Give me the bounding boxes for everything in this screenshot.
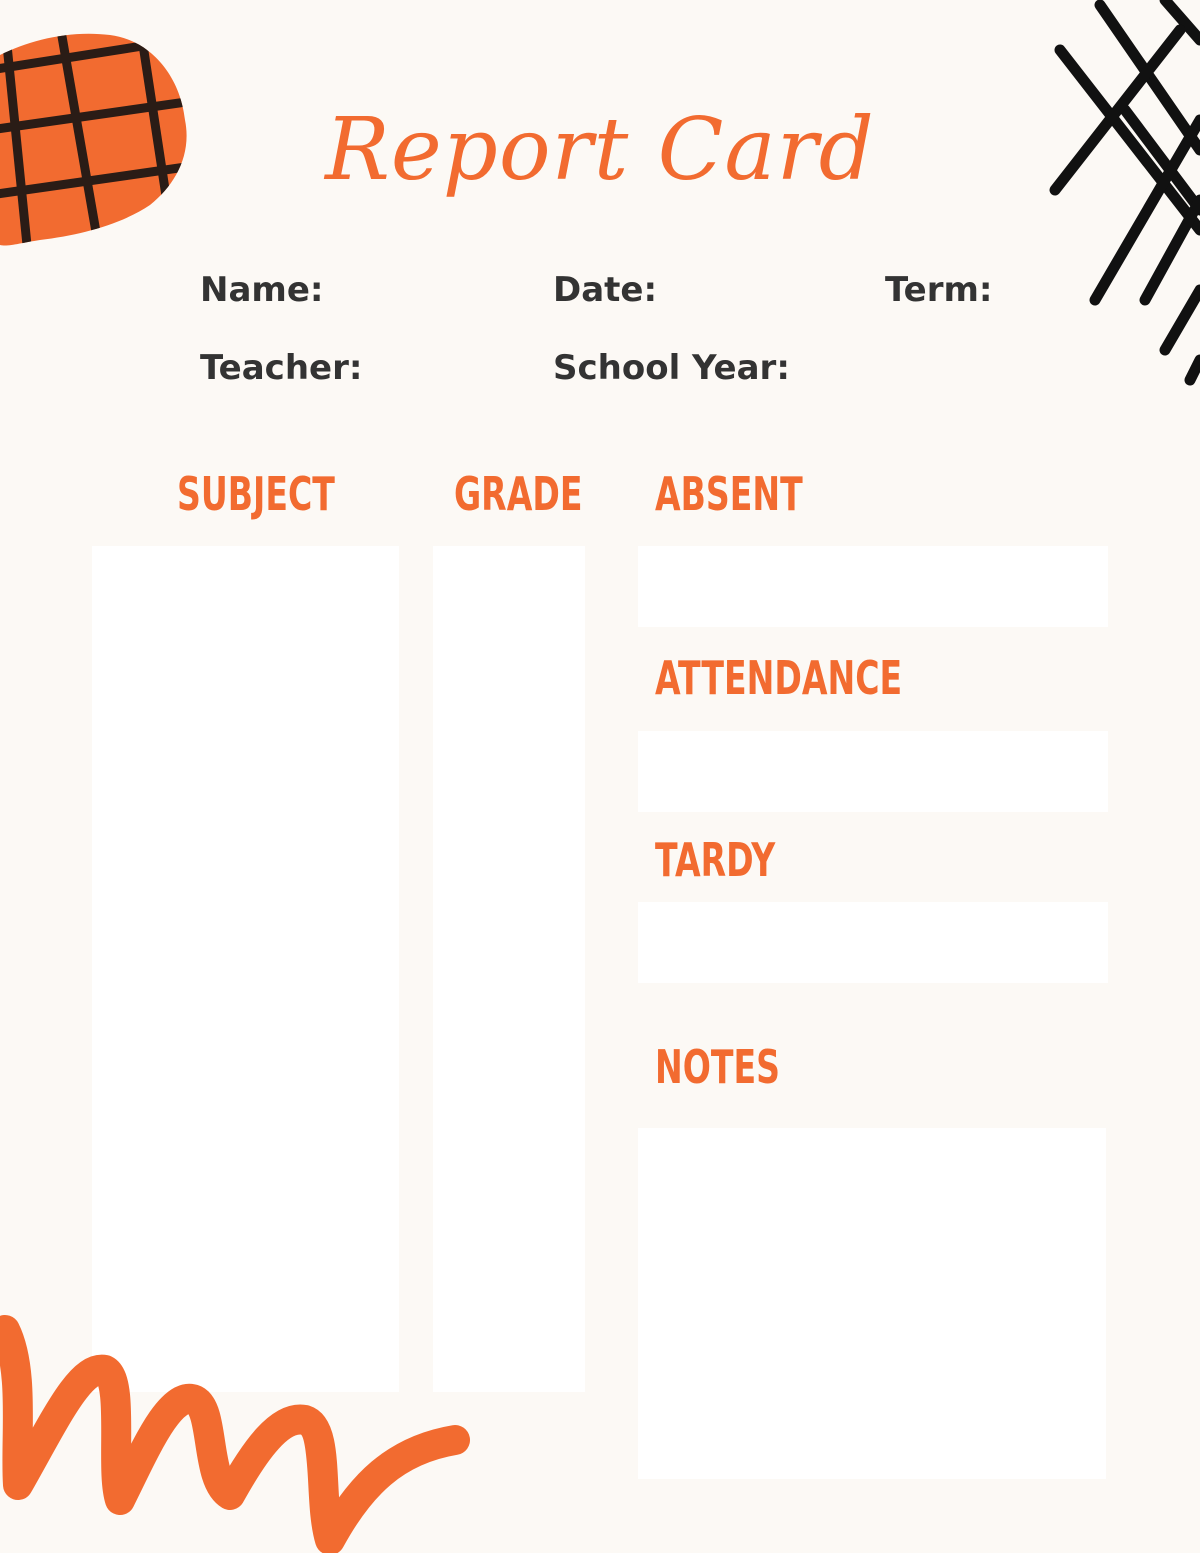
teacher-label: Teacher: bbox=[200, 348, 363, 388]
term-label: Term: bbox=[885, 270, 993, 310]
tardy-heading: TARDY bbox=[655, 833, 776, 887]
orange-scribble-decoration bbox=[0, 1310, 470, 1553]
absent-heading: ABSENT bbox=[655, 467, 803, 521]
attendance-heading: ATTENDANCE bbox=[655, 651, 903, 705]
tardy-box[interactable] bbox=[638, 902, 1108, 983]
subject-box[interactable] bbox=[92, 546, 399, 1392]
notes-heading: NOTES bbox=[655, 1040, 780, 1094]
attendance-box[interactable] bbox=[638, 731, 1108, 812]
page-title: Report Card bbox=[325, 100, 875, 200]
name-label: Name: bbox=[200, 270, 324, 310]
notes-box[interactable] bbox=[638, 1128, 1106, 1479]
date-label: Date: bbox=[553, 270, 658, 310]
absent-box[interactable] bbox=[638, 546, 1108, 627]
school-year-label: School Year: bbox=[553, 348, 790, 388]
subject-heading: SUBJECT bbox=[177, 467, 335, 521]
grade-box[interactable] bbox=[433, 546, 585, 1392]
grade-heading: GRADE bbox=[454, 467, 583, 521]
